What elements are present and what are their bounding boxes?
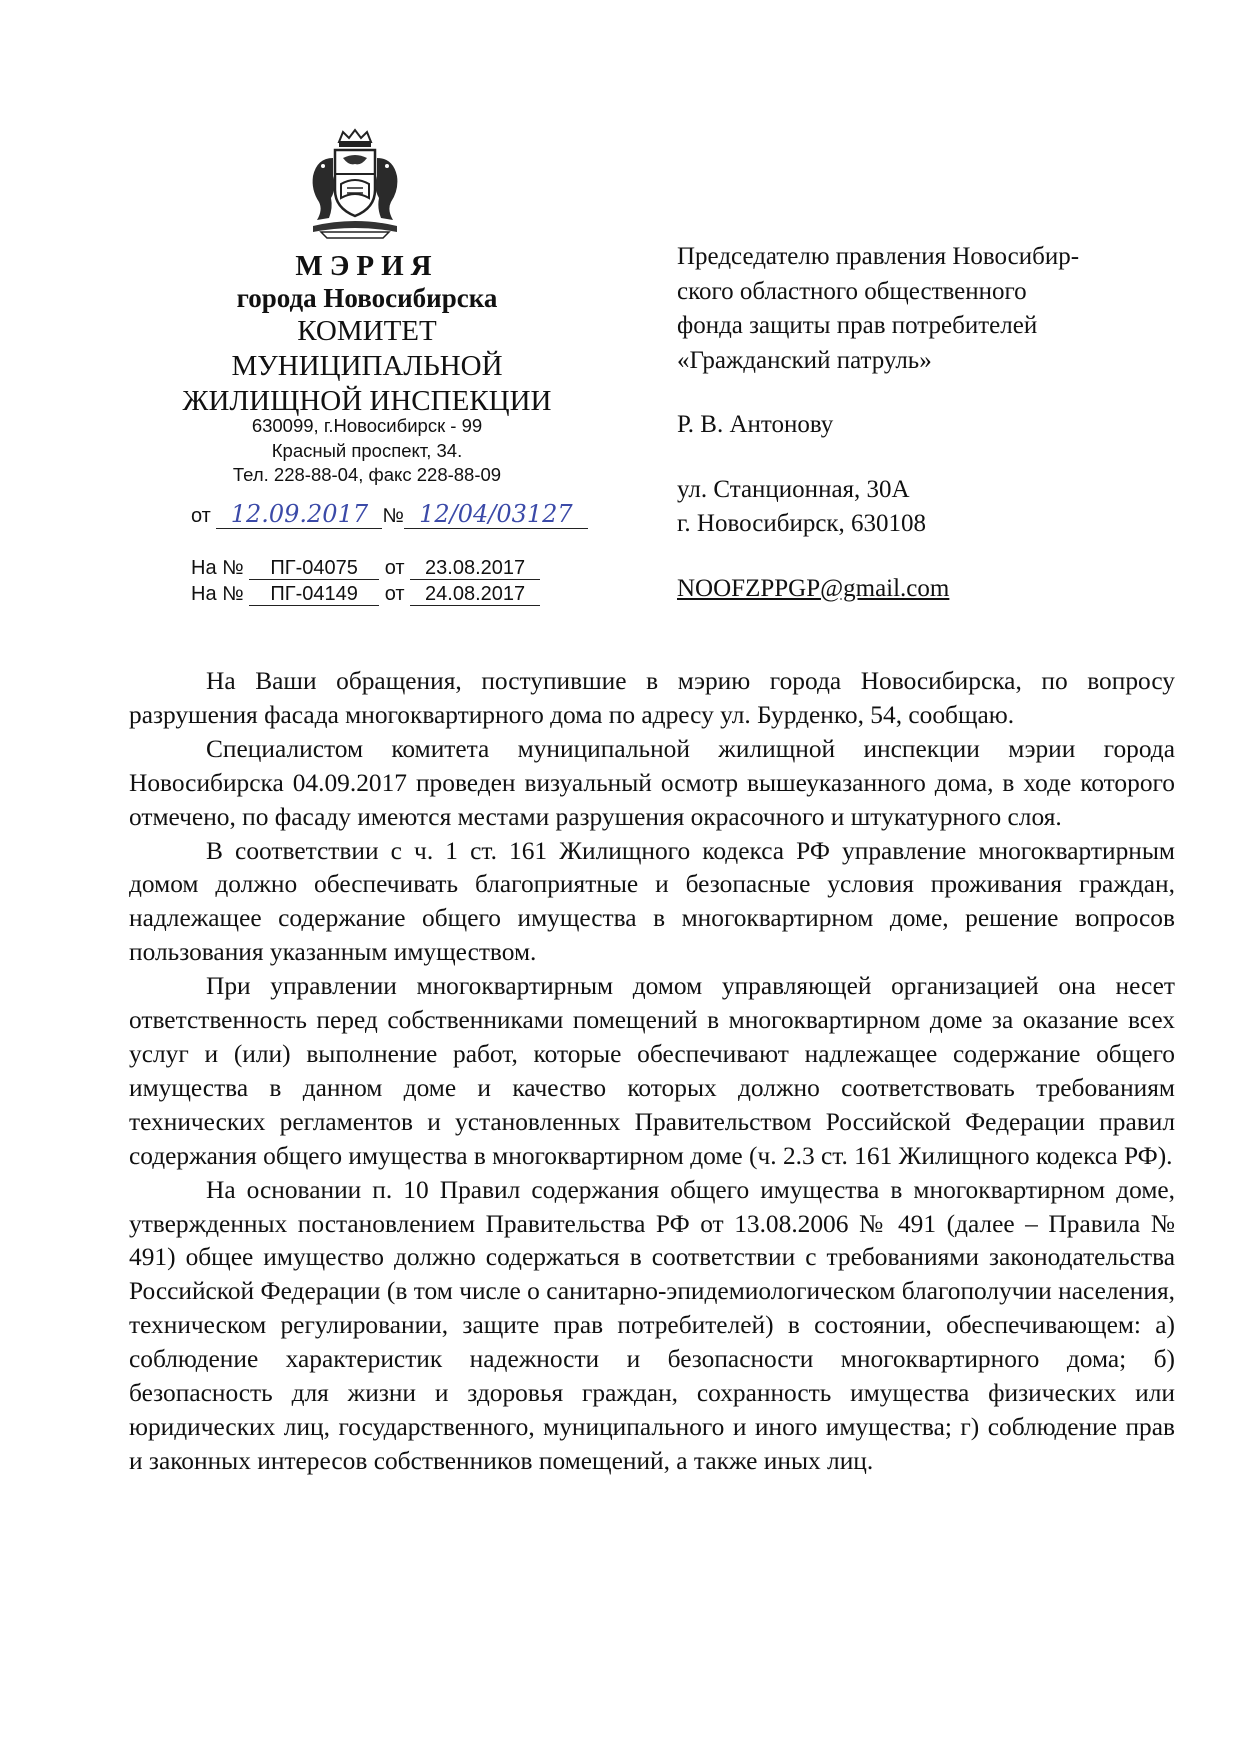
body-paragraph: На основании п. 10 Правил содержания общего имущества в многоквартирном доме, утвержденных постановлением Правительства РФ от 13.08.2006 № 491 (далее – Правила № 491) общее имущество должно содержаться в соответствии с требованиями законодательства Российской Федерации (в том числе о санитарно-эпидемиологическом благополучии населения, техническом регулировании, защите прав потребителей) в состоянии, обеспечивающем: а) соблюдение характеристик надежности и безопасности многоквартирного дома; б) безопасность для жизни и здоровья граждан, сохранность имущества физических или юридических лиц, государственного, муниципального и иного имущества; г) соблюдение прав и законных интересов собственников помещений, а также иных лиц. — [129, 1175, 1175, 1475]
from-label: от — [191, 505, 211, 527]
letter-body — [129, 665, 1175, 1479]
reference-date: 23.08.2017 — [410, 557, 540, 580]
body-paragraph: При управлении многоквартирным домом управляющей организацией она несет ответственность перед собственниками помещений в многоквартирном доме за оказание всех услуг и (или) выполнение работ, которые обеспечивают надлежащее содержание общего имущества в данном доме и качество которых должно соответствовать требованиям технических регламентов и установленных Правительством Российской Федерации правил содержания общего имущества в многоквартирном доме (ч. 2.3 ст. 161 Жилищного кодекса РФ). — [129, 972, 1175, 1170]
reference-line: На № ПГ-04149 от 24.08.2017 — [191, 581, 540, 607]
addressee-city: г. Новосибирск, 630108 — [677, 510, 927, 537]
addressee-position: «Гражданский патруль» — [677, 346, 932, 374]
addressee-block — [677, 240, 1157, 606]
addressee-position: Председателю правления Новосибир- — [677, 243, 1080, 270]
department-line: КОМИТЕТ — [297, 315, 437, 347]
reference-number: ПГ-04149 — [249, 583, 379, 606]
addressee-street: ул. Станционная, 30А — [677, 475, 910, 503]
body-paragraph: В соответствии с ч. 1 ст. 161 Жилищного кодекса РФ управление многоквартирным домом должно обеспечивать благоприятные и безопасные условия проживания граждан, надлежащее содержание общего имущества в многоквартирном доме, решение вопросов пользования указанным имуществом. — [129, 836, 1175, 967]
street-address: Красный проспект, 34. — [271, 439, 463, 461]
department-line: ЖИЛИЩНОЙ ИНСПЕКЦИИ — [182, 385, 552, 417]
handwritten-date: 12.09.2017 — [216, 500, 382, 529]
addressee-email-link[interactable]: NOOFZPPGP@gmail.com — [677, 574, 950, 602]
department-line: МУНИЦИПАЛЬНОЙ — [231, 350, 503, 382]
postal-address: 630099, г.Новосибирск - 99 — [251, 415, 483, 436]
organization-title — [180, 250, 554, 419]
novosibirsk-coat-of-arms-icon — [303, 128, 407, 240]
reference-line: На № ПГ-04075 от 23.08.2017 — [191, 555, 540, 581]
addressee-position: ского областного общественного — [677, 277, 1027, 305]
handwritten-number: 12/04/03127 — [404, 500, 588, 529]
body-paragraph: На Ваши обращения, поступившие в мэрию города Новосибирска, по вопросу разрушения фасада многоквартирного дома по адресу ул. Бурденко, 54, сообщаю. — [129, 667, 1175, 729]
mayoralty-heading: МЭРИЯ — [295, 250, 439, 282]
reference-list — [191, 555, 540, 607]
body-paragraph: Специалистом комитета муниципальной жилищной инспекции мэрии города Новосибирска 04.09.2017 проведен визуальный осмотр вышеуказанного дома, в ходе которого отмечено, по фасаду имеются местами разрушения окрасочного и штукатурного слоя. — [129, 734, 1175, 831]
addressee-position: фонда защиты прав потребителей — [677, 312, 1038, 339]
city-heading: города Новосибирска — [236, 283, 498, 313]
reference-number: ПГ-04075 — [249, 557, 379, 580]
addressee-name: Р. В. Антонову — [677, 411, 834, 438]
reference-date: 24.08.2017 — [410, 583, 540, 606]
outgoing-registration — [191, 500, 588, 530]
phone-fax: Тел. 228-88-04, факс 228-88-09 — [232, 464, 502, 485]
organization-contacts — [180, 414, 554, 488]
number-label: № — [382, 505, 404, 527]
